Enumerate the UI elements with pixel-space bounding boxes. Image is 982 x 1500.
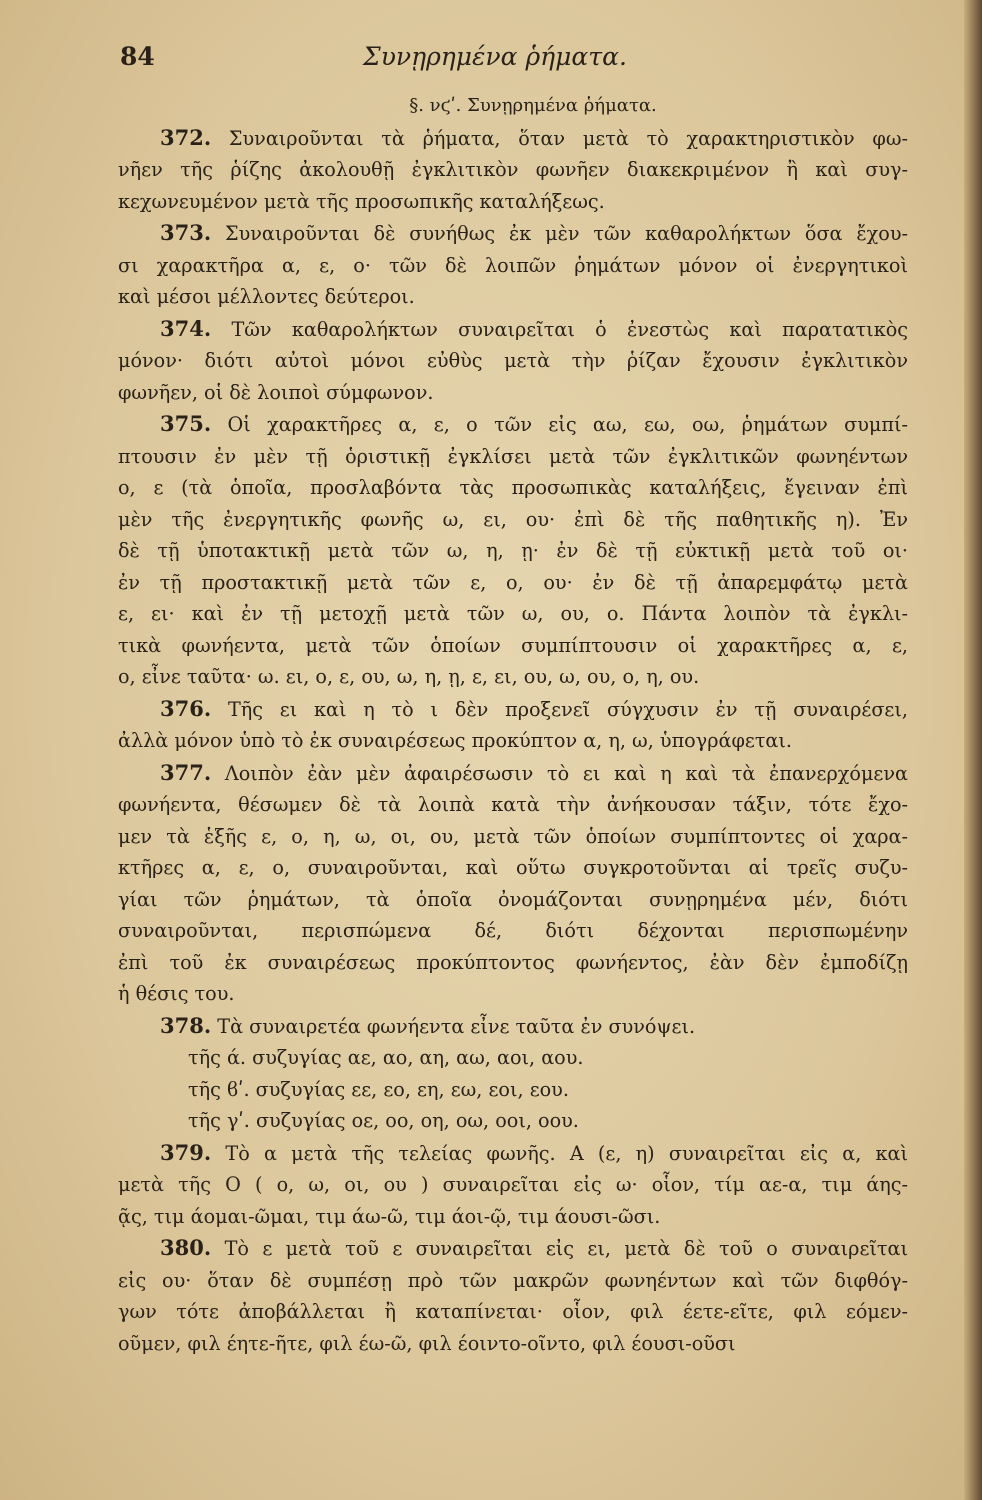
text-line: φωνῆεν, οἱ δὲ λοιποὶ σύμφωνον.: [118, 380, 434, 404]
running-title: Συνῃρημένα ῥήματα.: [363, 42, 627, 71]
paragraph-number: 379.: [160, 1139, 212, 1165]
paragraph-380: [118, 1232, 908, 1359]
text-line: κεχωνευμένον μετὰ τῆς προσωπικῆς καταλήξεως.: [118, 189, 605, 213]
paragraph-375: [118, 408, 908, 693]
text-line: 375. Οἱ χαρακτῆρες α, ε, ο τῶν εἰς αω, εω, οω, ῥημάτων συμπί-: [160, 411, 908, 436]
paragraph-number: 378.: [160, 1012, 212, 1038]
text-line: γων τότε ἀποβάλλεται ἢ καταπίνεται· οἷον, φιλ έετε-εῖτε, φιλ εόμεν-: [118, 1300, 908, 1323]
book-spine-shadow: [964, 0, 982, 1500]
text-line: πτουσιν ἐν μὲν τῇ ὁριστικῇ ἐγκλίσει μετὰ τῶν ἐγκλιτικῶν φωνηέντων: [118, 444, 908, 468]
paragraph-number: 376.: [160, 695, 212, 721]
paragraph-number: 375.: [160, 411, 212, 436]
text-line: μετὰ τῆς Ο ( ο, ω, οι, ου ) συναιρεῖται εἰς ω· οἷον, τίμ αε-α, τιμ άης-: [118, 1173, 908, 1196]
text-line: κτῆρες α, ε, ο, συναιροῦνται, καὶ οὕτω συγκροτοῦνται αἱ τρεῖς συζυ-: [118, 856, 908, 879]
text-line: ο, εἶνε ταῦτα· ω. ει, ο, ε, ου, ω, η, ῃ, ε, ει, ου, ω, ου, ο, η, ου.: [118, 665, 700, 688]
text-line: 379. Τὸ α μετὰ τῆς τελείας φωνῆς. Α (ε, η) συναιρεῖται εἰς α, καὶ: [160, 1139, 909, 1165]
paragraph-number: 372.: [160, 124, 212, 150]
text-line: 378. Τὰ συναιρετέα φωνήεντα εἶνε ταῦτα ἐν συνόψει.: [160, 1012, 696, 1038]
paragraph-372: [118, 122, 908, 218]
conjugation-line: τῆς ϐʹ. συζυγίας εε, εο, εη, εω, εοι, εου.: [188, 1077, 569, 1101]
conjugation-line: τῆς ά. συζυγίας αε, αο, αη, αω, αοι, αου.: [188, 1046, 584, 1069]
paragraph-376: [118, 693, 908, 757]
text-line: νῆεν τῆς ῥίζης ἀκολουθῇ ἐγκλιτικὸν φωνῆεν διακεκριμένον ἢ καὶ συγ-: [118, 158, 908, 181]
text-line: τικὰ φωνήεντα, μετὰ τῶν ὁποίων συμπίπτουσιν οἱ χαρακτῆρες α, ε,: [118, 633, 908, 657]
paragraph-377: [118, 757, 908, 1010]
page-body: [118, 90, 908, 1359]
page-header: [118, 42, 872, 82]
text-line: εἰς ου· ὅταν δὲ συμπέσῃ πρὸ τῶν μακρῶν φωνηέντων καὶ τῶν διφθόγ-: [118, 1268, 908, 1292]
text-line: 380. Τὸ ε μετὰ τοῦ ε συναιρεῖται εἰς ει, μετὰ δὲ τοῦ ο συναιρεῖται: [160, 1235, 908, 1260]
text-line: συναιροῦνται, περισπώμενα δέ, διότι δέχονται περισπωμένην: [118, 919, 908, 942]
paragraph-379: [118, 1137, 908, 1233]
text-line: ἐν τῇ προστακτικῇ μετὰ τῶν ε, ο, ου· ἐν δὲ τῇ ἀπαρεμφάτῳ μετὰ: [118, 570, 908, 594]
text-line: 373. Συναιροῦνται δὲ συνήθως ἐκ μὲν τῶν καθαρολήκτων ὅσα ἔχου-: [160, 220, 908, 245]
text-line: 374. Τῶν καθαρολήκτων συναιρεῖται ὁ ἐνεστὼς καὶ παρατατικὸς: [160, 315, 908, 341]
paragraph-number: 374.: [160, 315, 212, 341]
text-line: 377. Λοιπὸν ἐὰν μὲν ἀφαιρέσωσιν τὸ ει καὶ η καὶ τὰ ἐπανερχόμενα: [160, 759, 908, 785]
text-line: καὶ μέσοι μέλλοντες δεύτεροι.: [118, 285, 415, 308]
page-number: 84: [120, 42, 155, 71]
text-line: ε, ει· καὶ ἐν τῇ μετοχῇ μετὰ τῶν ω, ου, ο. Πάντα λοιπὸν τὰ ἐγκλι-: [118, 602, 908, 625]
paragraph-374: [118, 313, 908, 409]
text-line: 372. Συναιροῦνται τὰ ῥήματα, ὅταν μετὰ τὸ χαρακτηριστικὸν φω-: [160, 124, 908, 150]
paragraph-number: 380.: [160, 1235, 212, 1260]
text-line: φωνήεντα, θέσωμεν δὲ τὰ λοιπὰ κατὰ τὴν ἀνήκουσαν τάξιν, τότε ἔχο-: [118, 793, 908, 816]
paragraph-373: [118, 217, 908, 313]
paragraph-number: 377.: [160, 759, 212, 785]
text-line: ᾷς, τιμ άομαι-ῶμαι, τιμ άω-ῶ, τιμ άοι-ῷ, τιμ άουσι-ῶσι.: [118, 1204, 661, 1228]
paragraph-number: 373.: [160, 220, 212, 245]
paragraph-378: [118, 1010, 908, 1137]
text-line: μόνον· διότι αὐτοὶ μόνοι εὐθὺς μετὰ τὴν ῥίζαν ἔχουσιν ἐγκλιτικὸν: [118, 349, 908, 372]
text-line: 376. Τῆς ει καὶ η τὸ ι δὲν προξενεῖ σύγχυσιν ἐν τῇ συναιρέσει,: [160, 695, 908, 721]
text-line: σι χαρακτῆρα α, ε, ο· τῶν δὲ λοιπῶν ῥημάτων μόνον οἱ ἐνεργητικοὶ: [118, 253, 908, 277]
text-line: μὲν τῆς ἐνεργητικῆς φωνῆς ω, ει, ου· ἐπὶ δὲ τῆς παθητικῆς η). Ἐν: [118, 507, 908, 531]
text-line: ο, ε (τὰ ὁποῖα, προσλαβόντα τὰς προσωπικὰς καταλήξεις, ἔγειναν ἐπὶ: [118, 476, 908, 499]
text-line: μεν τὰ ἑξῆς ε, ο, η, ω, οι, ου, μετὰ τῶν ὁποίων συμπίπτοντες οἱ χαρα-: [118, 824, 908, 848]
text-line: δὲ τῇ ὑποτακτικῇ μετὰ τῶν ω, η, ῃ· ἐν δὲ τῇ εὐκτικῇ μετὰ τοῦ οι·: [118, 539, 908, 562]
text-line: ἡ θέσις του.: [118, 982, 235, 1005]
section-title: §. νϛʹ. Συνῃρημένα ῥήματα.: [409, 95, 657, 116]
conjugation-line: τῆς γʹ. συζυγίας οε, οο, οη, οω, οοι, οου.: [188, 1109, 579, 1132]
text-line: οῦμεν, φιλ έητε-ῆτε, φιλ έω-ῶ, φιλ έοιντο-οῖντο, φιλ έουσι-οῦσι: [118, 1331, 736, 1355]
text-line: γίαι τῶν ῥημάτων, τὰ ὁποῖα ὀνομάζονται συνῃρημένα μέν, διότι: [118, 887, 908, 911]
text-line: ἀλλὰ μόνον ὑπὸ τὸ ἐκ συναιρέσεως προκύπτον α, η, ω, ὑπογράφεται.: [118, 729, 793, 752]
text-line: ἐπὶ τοῦ ἐκ συναιρέσεως προκύπτοντος φωνήεντος, ἐὰν δὲν ἐμποδίζῃ: [118, 950, 908, 974]
